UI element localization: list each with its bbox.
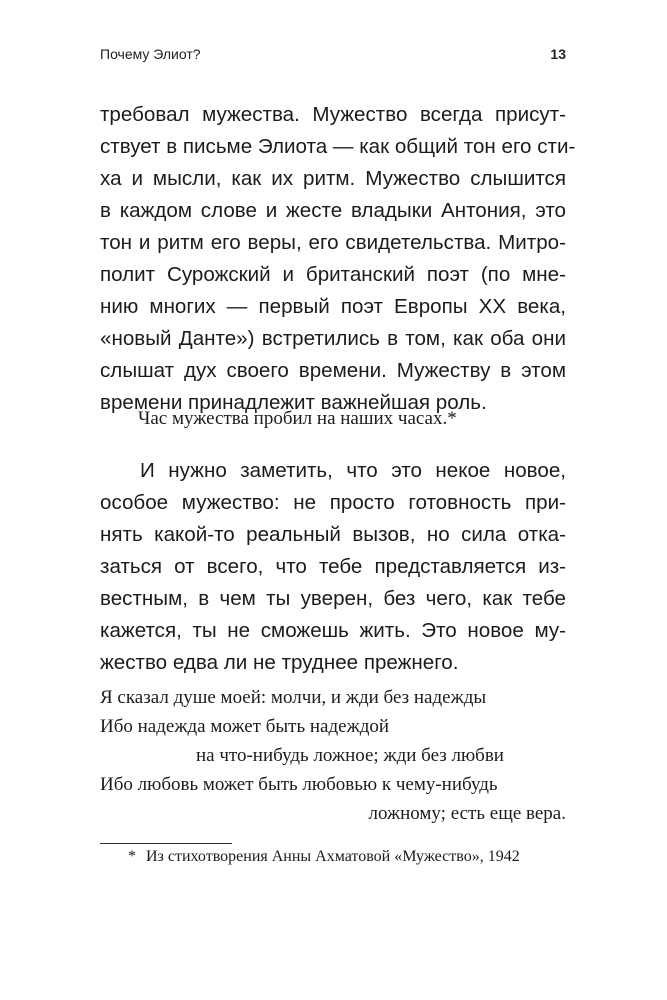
text-line: времени принадлежит важнейшая роль. xyxy=(100,391,487,414)
text-line: кажется, ты не сможешь жить. Это новое му- xyxy=(100,619,566,642)
running-title: Почему Элиот? xyxy=(100,46,201,62)
text-line: слышат дух своего времени. Мужеству в этом xyxy=(100,359,566,382)
text-line: нять какой-то реальный вызов, но сила отка- xyxy=(100,523,566,546)
text-line: ствует в письме Элиота — как общий тон его сти- xyxy=(100,135,576,158)
text-line: полит Сурожский и британский поэт (по мне- xyxy=(100,263,566,286)
text-line: тон и ритм его веры, его свидетельства. Митро- xyxy=(100,231,566,254)
paragraph-2 xyxy=(100,455,566,679)
text-line: ха и мысли, как их ритм. Мужество слышится xyxy=(100,167,566,190)
poem-line: Ибо надежда может быть надеждой xyxy=(100,716,390,737)
poem-line: Я сказал душе моей: молчи, и жди без надежды xyxy=(100,687,487,708)
poem-line: на что-нибудь ложное; жди без любви xyxy=(196,745,504,766)
text-line: вестным, в чем ты уверен, без чего, как тебе xyxy=(100,587,566,610)
epigraph-quote: Час мужества пробил на наших часах.* xyxy=(138,408,457,429)
text-line: жество едва ли не труднее прежнего. xyxy=(100,651,459,674)
footnote-text: Из стихотворения Анны Ахматовой «Мужество», 1942 xyxy=(146,848,520,865)
poem-line: Ибо любовь может быть любовью к чему-нибудь xyxy=(100,774,498,795)
footnote-divider xyxy=(100,843,232,844)
poem-quote xyxy=(100,683,566,828)
text-line: нию многих — первый поэт Европы XX века, xyxy=(100,295,566,318)
page-number: 13 xyxy=(550,46,566,62)
paragraph-1 xyxy=(100,99,576,419)
footnote-mark: * xyxy=(128,848,136,865)
text-line: в каждом слове и жесте владыки Антония, это xyxy=(100,199,566,222)
text-line: «новый Данте») встретились в том, как оба они xyxy=(100,327,566,350)
text-line: особое мужество: не просто готовность при- xyxy=(100,491,566,514)
poem-line: ложному; есть еще вера. xyxy=(368,803,566,824)
text-line: требовал мужества. Мужество всегда присут- xyxy=(100,103,566,126)
text-line: заться от всего, что тебе представляется из- xyxy=(100,555,566,578)
footnote xyxy=(128,848,520,866)
text-line: И нужно заметить, что это некое новое, xyxy=(140,459,566,482)
